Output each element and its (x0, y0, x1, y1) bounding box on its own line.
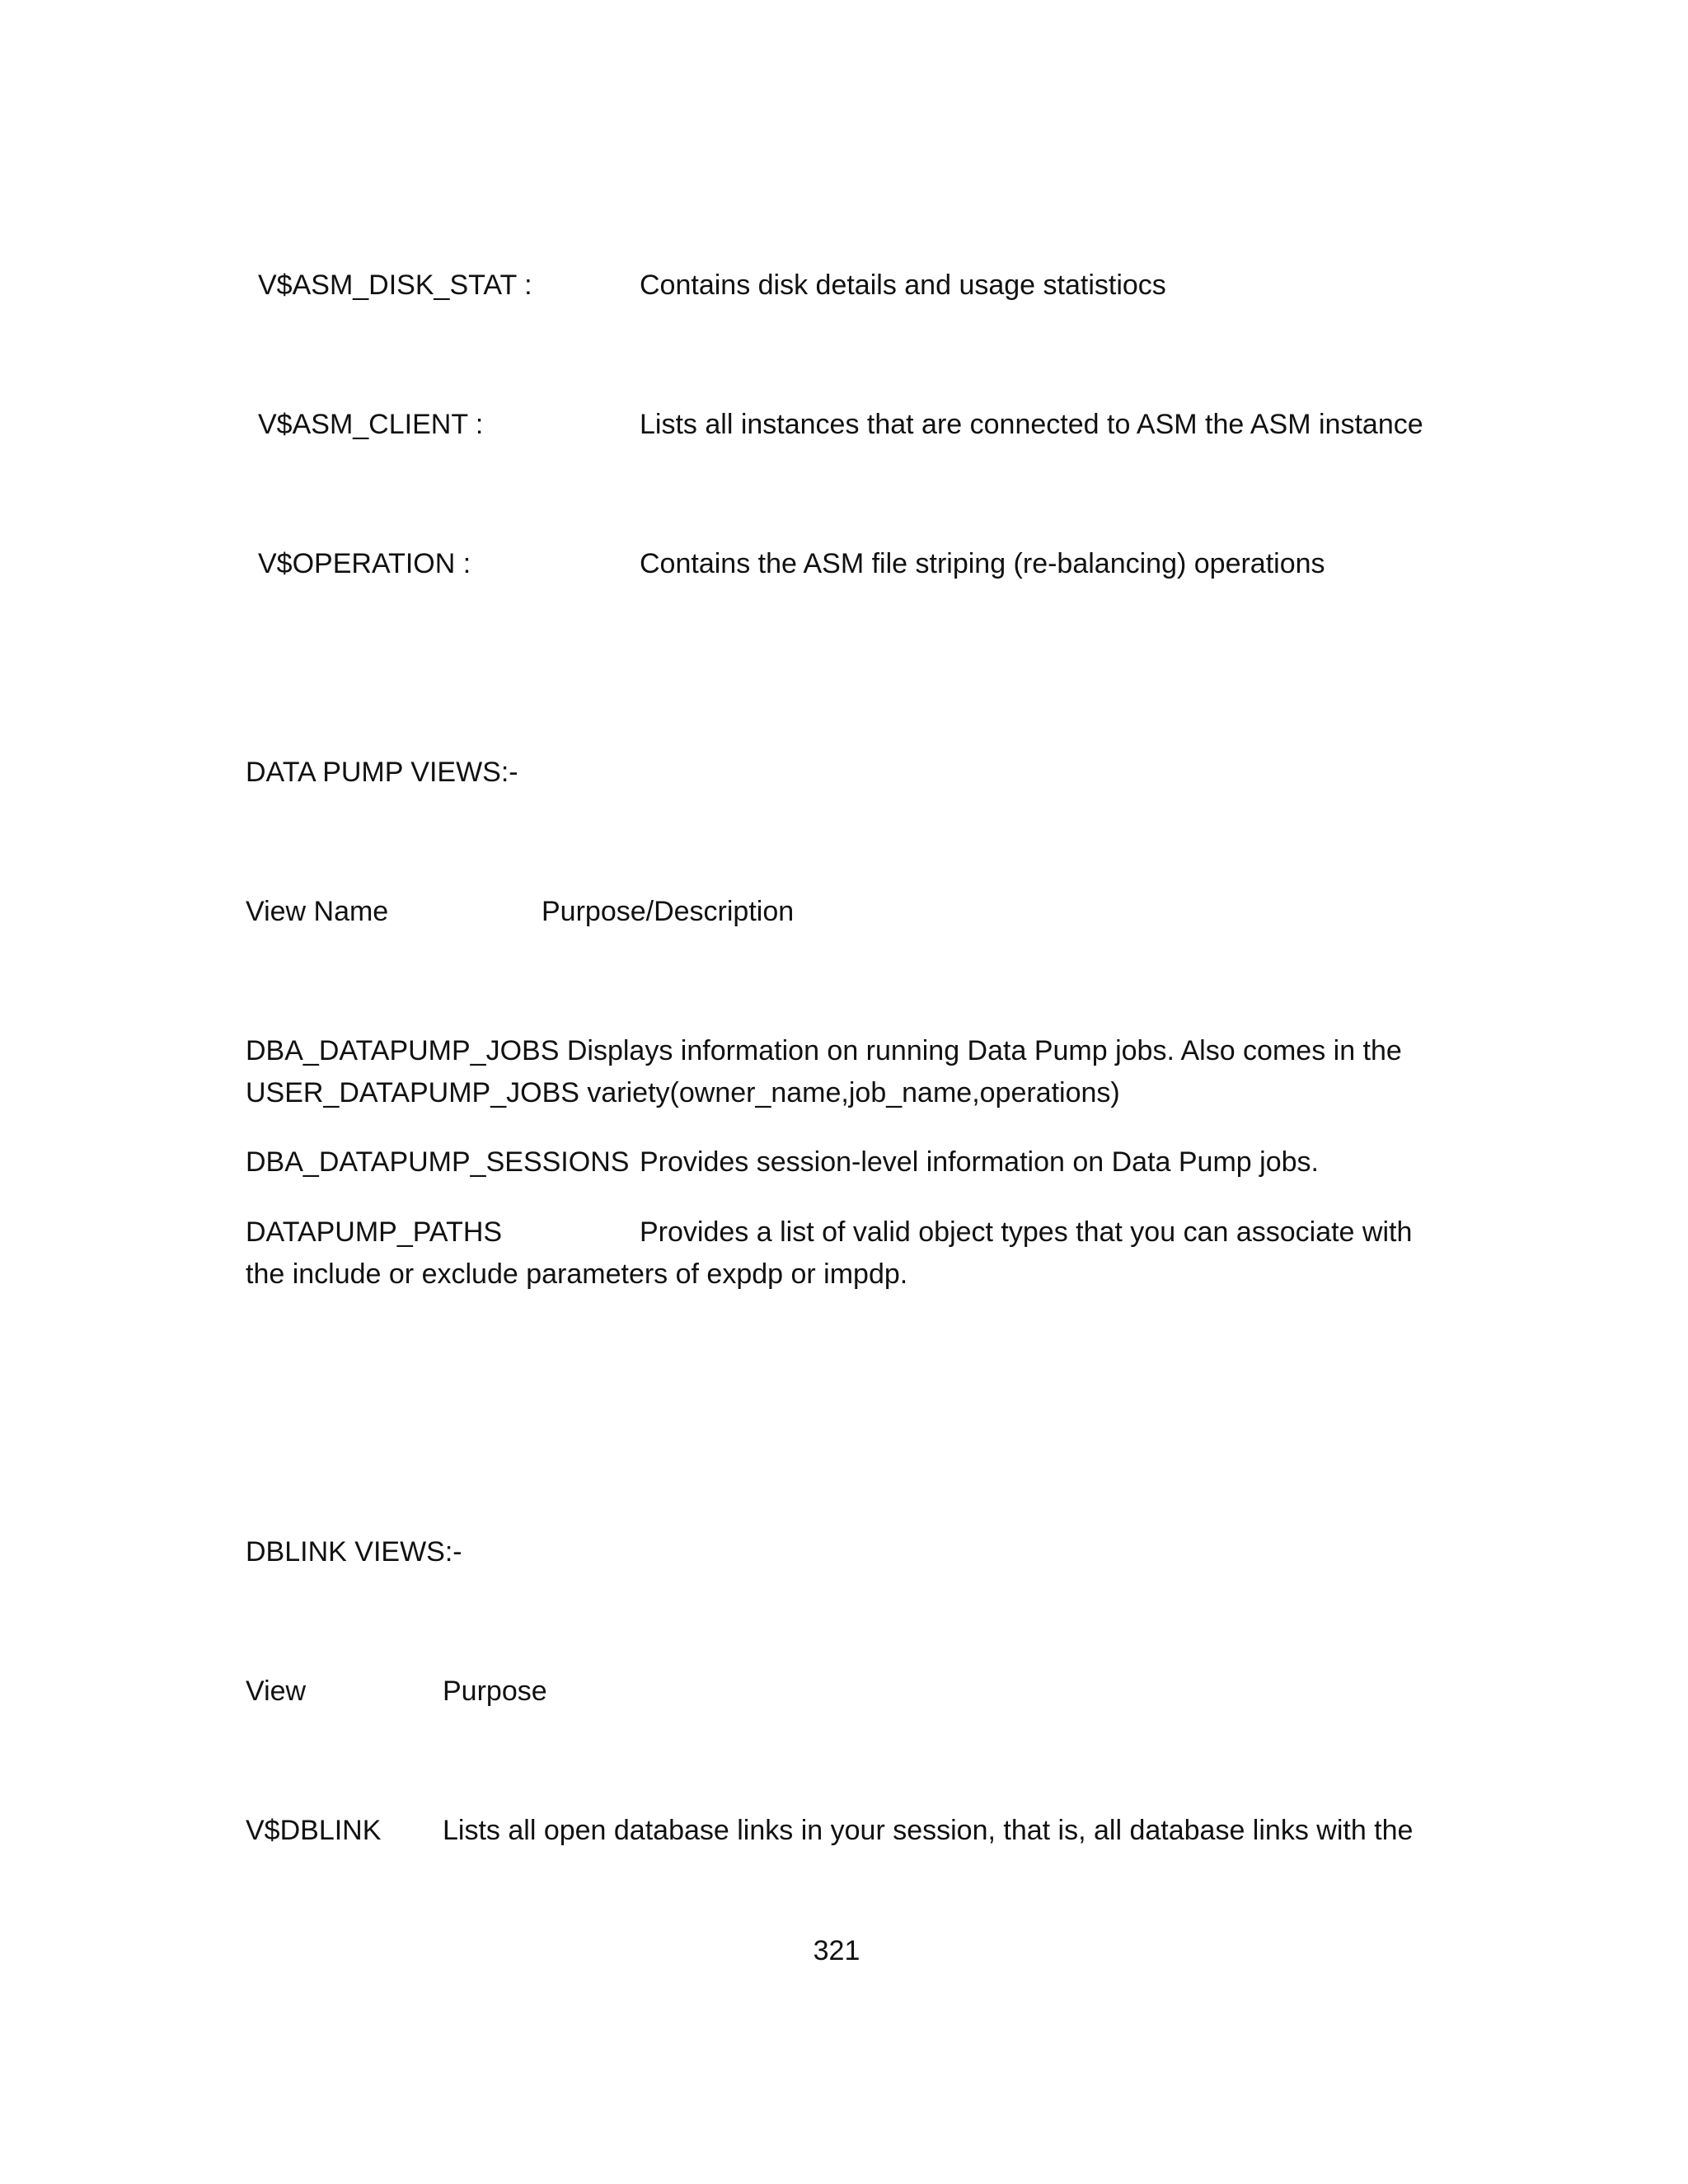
view-name: DBA_DATAPUMP_JOBS (246, 1035, 560, 1066)
view-description-continued: USER_DATAPUMP_JOBS variety(owner_name,job_name,operations) (246, 1077, 1120, 1108)
view-description: Displays information on running Data Pump jobs. Also comes in the (566, 1035, 1402, 1066)
column-header-view: View Name (246, 896, 389, 927)
view-description: Lists all instances that are connected to ASM the ASM instance (640, 409, 1423, 440)
view-description: Provides a list of valid object types that you can associate with (640, 1216, 1413, 1248)
view-name: DBA_DATAPUMP_SESSIONS (246, 1146, 630, 1178)
view-description-continued: the include or exclude parameters of expdp or impdp. (246, 1258, 908, 1290)
column-header-purpose: Purpose (443, 1675, 547, 1707)
column-header-view: View (246, 1675, 307, 1707)
view-description: Contains disk details and usage statistiocs (640, 269, 1166, 301)
view-description: Provides session-level information on Data Pump jobs. (640, 1146, 1319, 1178)
section-heading: DATA PUMP VIEWS:- (246, 757, 518, 788)
column-header-purpose: Purpose/Description (542, 896, 795, 927)
view-name: DATAPUMP_PATHS (246, 1216, 503, 1248)
view-description: Lists all open database links in your session, that is, all database links with the (443, 1815, 1414, 1846)
view-name: V$OPERATION : (258, 548, 471, 579)
view-entry (246, 1030, 1402, 1072)
page-number: 321 (813, 1935, 860, 1966)
view-name: V$ASM_DISK_STAT : (258, 269, 532, 301)
view-name: V$ASM_CLIENT : (258, 409, 484, 440)
view-description: Contains the ASM file striping (re-balancing) operations (640, 548, 1325, 579)
view-name: V$DBLINK (246, 1815, 382, 1846)
section-heading: DBLINK VIEWS:- (246, 1536, 462, 1568)
